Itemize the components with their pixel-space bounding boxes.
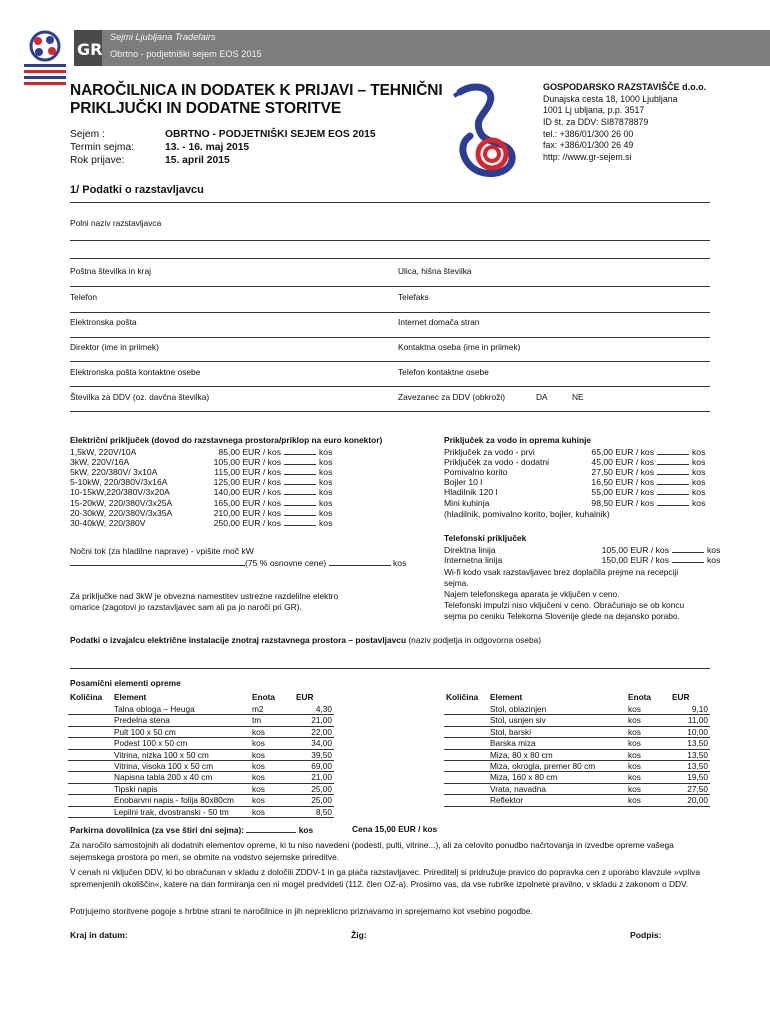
equipment-element: Miza, 80 x 80 cm — [488, 749, 626, 760]
equipment-unit: kos — [250, 749, 294, 760]
water-heading: Priključek za vodo in oprema kuhinje — [444, 435, 592, 445]
field-label-internet: Internet domača stran — [398, 317, 480, 327]
divider — [70, 202, 710, 203]
price-item-price: 27,50 EUR / kos — [591, 467, 654, 478]
email-line[interactable] — [70, 337, 710, 338]
col-qty: Količina — [70, 692, 103, 703]
field-label-telefon: Telefon — [70, 292, 98, 302]
equipment-element: Reflektor — [488, 795, 626, 806]
direktor-line[interactable] — [70, 361, 710, 362]
parking-label: Parkirna dovolilnica (za vse štiri dni sejma): — [70, 825, 245, 835]
col-unit: Enota — [628, 692, 652, 703]
equipment-row — [68, 772, 334, 783]
signature-label: Podpis: — [630, 930, 662, 940]
electric-note: Za priključke nad 3kW je obvezna namestitev ustrezne razdelilne elektro omarice (zagotovi jo razstavljavec sam ali pa jo naroči pri GR). — [70, 591, 339, 612]
phone-note: Wi-fi kodo vsak razstavljavec brez doplačila prejme na recepciji sejma. — [444, 567, 679, 588]
equipment-row — [444, 715, 710, 726]
night-unit: kos — [393, 558, 407, 568]
col-eur: EUR — [672, 692, 690, 703]
equipment-element: Stol, oblazinjen — [488, 704, 626, 715]
equipment-unit: tm — [250, 715, 294, 726]
equipment-element: Talna obloga – Heuga — [112, 704, 250, 715]
price-item-name: 5kW, 220/380V/ 3x10A — [70, 467, 158, 478]
equipment-row — [68, 783, 334, 794]
stamp-label: Žig: — [351, 930, 367, 940]
qty-input[interactable] — [657, 466, 689, 475]
equipment-unit: kos — [626, 715, 670, 726]
price-item-unit: kos — [319, 457, 333, 468]
equipment-row — [68, 795, 334, 806]
price-item-name: 10-15kW,220/380V/3x20A — [70, 487, 170, 498]
price-row — [444, 497, 705, 508]
water-note: (hladilnik, pomivalno korito, bojler, kuhalnik) — [444, 509, 610, 519]
equipment-qty-input[interactable] — [68, 704, 112, 715]
price-item-unit: kos — [319, 517, 333, 528]
equipment-qty-input[interactable] — [68, 761, 112, 772]
tradefairs-label: Sejmi Ljubljana Tradefairs — [110, 32, 216, 42]
equipment-qty-input[interactable] — [68, 783, 112, 794]
equipment-unit: kos — [626, 795, 670, 806]
equipment-price: 10,00 — [670, 726, 710, 737]
company-line: tel.: +386/01/300 26 00 — [543, 128, 634, 139]
price-item-price: 85,00 EUR / kos — [218, 447, 281, 457]
equipment-price: 69,00 — [294, 761, 334, 772]
equipment-price: 4,30 — [294, 704, 334, 715]
col-element: Element — [114, 692, 147, 703]
equipment-qty-input[interactable] — [444, 772, 488, 783]
price-item-price: 98,50 EUR / kos — [591, 497, 654, 508]
equipment-row — [444, 704, 710, 715]
equipment-qty-input[interactable] — [68, 806, 112, 817]
company-name: GOSPODARSKO RAZSTAVIŠČE d.o.o. — [543, 82, 707, 92]
equipment-row — [68, 726, 334, 737]
header-bar — [102, 30, 770, 66]
price-item-price: 45,00 EUR / kos — [591, 457, 654, 468]
installer-line[interactable] — [70, 668, 710, 669]
col-element: Element — [490, 692, 523, 703]
price-item-unit: kos — [692, 477, 706, 488]
field-label-email-kontakt: Elektronska pošta kontaktne osebe — [70, 367, 201, 377]
equipment-price: 20,00 — [670, 795, 710, 806]
equipment-row — [444, 726, 710, 737]
equipment-price: 22,00 — [294, 726, 334, 737]
equipment-row — [68, 806, 334, 817]
field-label-ddv: Številka za DDV (oz. davčna številka) — [70, 392, 210, 402]
field-label-email: Elektronska pošta — [70, 317, 137, 327]
price-item-price: 105,00 EUR / kos — [213, 457, 281, 468]
equipment-price: 25,00 — [294, 783, 334, 794]
equipment-element: Lepilni trak, dvostranski - 50 tm — [112, 806, 250, 817]
qty-input[interactable] — [284, 466, 316, 475]
equipment-price: 34,00 — [294, 738, 334, 749]
equipment-row — [444, 772, 710, 783]
equipment-price: 13,50 — [670, 738, 710, 749]
naziv-line-2[interactable] — [70, 258, 710, 259]
equipment-price: 9,10 — [670, 704, 710, 715]
field-label-direktor: Direktor (ime in priimek) — [70, 342, 159, 352]
equipment-qty-input[interactable] — [68, 738, 112, 749]
price-item-unit: kos — [319, 507, 333, 518]
price-item-unit: kos — [319, 447, 333, 457]
equipment-element: Tipski napis — [112, 783, 250, 794]
equipment-element: Miza, 160 x 80 cm — [488, 772, 626, 783]
parking-row — [70, 824, 313, 835]
equipment-price: 13,50 — [670, 761, 710, 772]
equipment-element: Enobarvni napis - folija 80x80cm — [112, 795, 250, 806]
equipment-unit: kos — [626, 749, 670, 760]
equipment-qty-input[interactable] — [68, 726, 112, 737]
equipment-row — [68, 704, 334, 715]
parking-unit: kos — [298, 825, 314, 835]
equipment-price: 39,50 — [294, 749, 334, 760]
equipment-unit: kos — [626, 783, 670, 794]
option-ne[interactable]: NE — [572, 392, 584, 402]
price-item-price: 105,00 EUR / kos — [601, 545, 669, 555]
telefon-line[interactable] — [70, 312, 710, 313]
posta-line[interactable] — [70, 286, 710, 287]
price-row — [444, 554, 720, 565]
qty-input[interactable] — [657, 446, 689, 455]
ops-logo — [22, 28, 68, 88]
equipment-element: Stol, barski — [488, 726, 626, 737]
price-item-unit: kos — [319, 497, 333, 508]
equipment-element: Vrata, navadna — [488, 783, 626, 794]
equipment-price: 21,00 — [294, 772, 334, 783]
equipment-price: 8,50 — [294, 806, 334, 817]
equipment-unit: kos — [250, 726, 294, 737]
price-item-name: 15-20kW, 220/380V/3x25A — [70, 497, 173, 508]
equipment-element: Barska miza — [488, 738, 626, 749]
equipment-unit: kos — [626, 726, 670, 737]
installer-bold: Podatki o izvajalcu električne instalacije znotraj razstavnega prostora – postavljavcu — [70, 635, 407, 645]
qty-input[interactable] — [284, 517, 316, 526]
qty-input[interactable] — [657, 486, 689, 495]
equipment-element: Miza, okrogla, premer 80 cm — [488, 761, 626, 772]
qty-input[interactable] — [657, 476, 689, 485]
equipment-row — [444, 749, 710, 760]
header-subtitle: Obrtno - podjetniški sejem EOS 2015 — [110, 49, 262, 59]
company-info — [543, 82, 706, 164]
parking-qty-input[interactable] — [246, 824, 296, 833]
price-item-price: 150,00 EUR / kos — [601, 555, 669, 566]
paragraph: Za naročilo samostojnih ali dodatnih elementov opreme, ki tu niso navedeni (podesti, pulti, vitrine...), ali za celovito ponudbo načrtovanja in izvedbe opreme vašega sejemskega prostora po meri, se obrnite na vodstvo sejemske prireditve. — [70, 840, 674, 862]
price-item-price: 65,00 EUR / kos — [591, 447, 654, 457]
equipment-element: Podest 100 x 50 cm — [112, 738, 250, 749]
field-label-kontakt: Kontaktna oseba (ime in priimek) — [398, 342, 521, 352]
field-label-tel-kontakt: Telefon kontaktne osebe — [398, 367, 489, 377]
price-item-unit: kos — [707, 545, 721, 555]
company-line: fax: +386/01/300 26 49 — [543, 140, 634, 151]
price-item-unit: kos — [692, 497, 706, 508]
price-row — [70, 517, 332, 528]
price-item-unit: kos — [707, 555, 721, 566]
form-title: NAROČILNICA IN DODATEK K PRIJAVI – TEHNIČNI PRIKLJUČKI IN DODATNE STORITVE — [70, 82, 443, 118]
price-item-name: 30-40kW, 220/380V — [70, 517, 146, 528]
price-item-price: 55,00 EUR / kos — [591, 487, 654, 498]
price-item-name: 5-10kW, 220/380V/3x16A — [70, 477, 168, 488]
equipment-unit: kos — [250, 772, 294, 783]
field-label-zavezanec: Zavezanec za DDV (obkroži) — [398, 392, 506, 402]
price-item-price: 210,00 EUR / kos — [213, 507, 281, 518]
price-item-unit: kos — [319, 477, 333, 488]
qty-input[interactable] — [284, 446, 316, 455]
equipment-element: Vitrina, nizka 100 x 50 cm — [112, 749, 250, 760]
price-item-name: Bojler 10 l — [444, 477, 483, 488]
equipment-qty-input[interactable] — [444, 726, 488, 737]
night-kw-input[interactable] — [70, 557, 245, 566]
equipment-row — [444, 795, 710, 806]
price-item-unit: kos — [319, 487, 333, 498]
equipment-price: 13,50 — [670, 749, 710, 760]
equipment-qty-input[interactable] — [444, 783, 488, 794]
price-item-name: Mini kuhinja — [444, 497, 490, 508]
price-item-unit: kos — [319, 467, 333, 478]
equipment-row — [68, 738, 334, 749]
phone-heading: Telefonski priključek — [444, 533, 527, 543]
section-heading: 1/ Podatki o razstavljavcu — [70, 184, 204, 196]
price-item-name: Priključek za vodo - prvi — [444, 447, 535, 457]
equipment-price: 27,50 — [670, 783, 710, 794]
parking-price: Cena 15,00 EUR / kos — [352, 824, 438, 834]
price-item-name: 1,5kW, 220V/10A — [70, 447, 137, 457]
equipment-qty-input[interactable] — [444, 795, 488, 806]
seahorse-logo — [440, 80, 530, 180]
naziv-line[interactable] — [70, 240, 710, 241]
equipment-unit: kos — [250, 761, 294, 772]
equipment-qty-input[interactable] — [444, 704, 488, 715]
qty-input[interactable] — [657, 497, 689, 506]
equipment-qty-input[interactable] — [444, 738, 488, 749]
equipment-row — [444, 738, 710, 749]
equipment-element: Predelna stena — [112, 715, 250, 726]
equipment-heading: Posamični elementi opreme — [70, 678, 181, 688]
qty-input[interactable] — [284, 456, 316, 465]
equipment-row — [68, 715, 334, 726]
qty-input[interactable] — [284, 486, 316, 495]
price-item-unit: kos — [692, 447, 706, 457]
term-value: 13. - 16. maj 2015 — [165, 142, 250, 153]
phone-note: Telefonski impulzi niso vključeni v ceno. Obračunajo se ob koncu sejma po ceniku Telekoma Slovenije glede na dejansko porabo. — [444, 599, 685, 621]
equipment-element: Vitrina, visoka 100 x 50 cm — [112, 761, 250, 772]
price-item-name: Direktna linija — [444, 545, 496, 555]
equipment-unit: m2 — [250, 704, 294, 715]
deadline-label: Rok prijave: — [70, 155, 125, 166]
price-item-price: 140,00 EUR / kos — [213, 487, 281, 498]
qty-input[interactable] — [284, 476, 316, 485]
price-item-name: 20-30kW, 220/380V/3x35A — [70, 507, 173, 518]
qty-input[interactable] — [284, 497, 316, 506]
price-item-name: Pomivalno korito — [444, 467, 508, 478]
fair-label: Sejem : — [70, 129, 105, 140]
company-line: Dunajska cesta 18, 1000 Ljubljana — [543, 93, 678, 104]
equipment-unit: kos — [626, 704, 670, 715]
qty-input[interactable] — [672, 554, 704, 563]
equipment-element: Stol, usnjen siv — [488, 715, 626, 726]
qty-input[interactable] — [672, 544, 704, 553]
svg-text:GR: GR — [77, 40, 102, 59]
qty-input[interactable] — [284, 507, 316, 516]
field-label-naziv: Polni naziv razstavljavca — [70, 218, 162, 228]
deadline-value: 15. april 2015 — [165, 155, 230, 166]
price-item-price: 125,00 EUR / kos — [213, 477, 281, 488]
equipment-unit: kos — [626, 761, 670, 772]
col-unit: Enota — [252, 692, 276, 703]
equipment-unit: kos — [250, 738, 294, 749]
equipment-price: 25,00 — [294, 795, 334, 806]
price-item-name: Hladilnik 120 l — [444, 487, 498, 498]
night-pct: (75 % osnovne cene) — [245, 558, 327, 568]
equipment-row — [68, 761, 334, 772]
equipment-element: Napisna tabla 200 x 40 cm — [112, 772, 250, 783]
field-label-telefaks: Telefaks — [398, 292, 429, 302]
equipment-element: Pult 100 x 50 cm — [112, 726, 250, 737]
equipment-qty-input[interactable] — [68, 772, 112, 783]
electric-heading: Električni priključek (dovod do razstavnega prostora/priklop na euro konektor) — [70, 435, 383, 445]
company-line: 1001 Lj ubljana, p.p. 3517 — [543, 105, 645, 116]
company-line: http: //www.gr-sejem.si — [543, 151, 632, 162]
installer-normal: (naziv podjetja in odgovorna oseba) — [406, 635, 542, 645]
equipment-unit: kos — [626, 772, 670, 783]
price-item-name: 3kW, 220V/16A — [70, 457, 130, 468]
equipment-table-left — [68, 692, 334, 818]
term-label: Termin sejma: — [70, 142, 135, 153]
paragraph: V cenah ni vključen DDV, ki bo obračunan v skladu z določili ZDDV-1 in ga plača razstavljavec. Prireditelj si pridružuje pravico do popravka cen z uporabo klavzule »vpliva spremenjenih okoliščin«, katere na dan formiranja cen ni mogel predvideti (112. člen OZ-a). Prosimo vas, da vse rubrike izpolnete pravilno, v skladu z zakonom o DDV. — [70, 867, 700, 889]
col-eur: EUR — [296, 692, 314, 703]
equipment-qty-input[interactable] — [68, 795, 112, 806]
qty-input[interactable] — [657, 456, 689, 465]
gr-logo — [74, 30, 102, 66]
field-label-ulica: Ulica, hišna številka — [398, 266, 472, 276]
equipment-header-row — [444, 692, 710, 704]
equipment-qty-input[interactable] — [444, 715, 488, 726]
paragraph: Potrjujemo storitvene pogoje s hrbtne strani te naročilnice in jih nepreklicno priznavamo in sprejemamo kot vsebino pogodbe. — [70, 906, 533, 916]
phone-note: Najem telefonskega aparata je vključen v ceno. — [444, 588, 620, 599]
equipment-qty-input[interactable] — [68, 715, 112, 726]
field-label-posta: Poštna številka in kraj — [70, 266, 151, 276]
price-item-unit: kos — [692, 487, 706, 498]
equipment-qty-input[interactable] — [444, 761, 488, 772]
equipment-unit: kos — [626, 738, 670, 749]
equipment-row — [444, 761, 710, 772]
company-line: ID št. za DDV: SI87878879 — [543, 117, 649, 128]
email-kontakt-line[interactable] — [70, 386, 710, 387]
equipment-table-right — [444, 692, 710, 807]
price-item-unit: kos — [692, 467, 706, 478]
equipment-header-row — [68, 692, 334, 704]
price-item-price: 16,50 EUR / kos — [591, 477, 654, 488]
fair-value: OBRTNO - PODJETNIŠKI SEJEM EOS 2015 — [165, 129, 376, 140]
night-row — [70, 557, 406, 568]
equipment-price: 19,50 — [670, 772, 710, 783]
equipment-unit: kos — [250, 795, 294, 806]
price-item-name: Internetna linija — [444, 555, 503, 566]
equipment-row — [444, 783, 710, 794]
equipment-unit: kos — [250, 783, 294, 794]
col-qty: Količina — [446, 692, 479, 703]
equipment-row — [68, 749, 334, 760]
price-item-name: Priključek za vodo - dodatni — [444, 457, 550, 468]
equipment-price: 21,00 — [294, 715, 334, 726]
price-item-unit: kos — [692, 457, 706, 468]
equipment-qty-input[interactable] — [444, 749, 488, 760]
phone-notes — [444, 567, 704, 622]
price-item-price: 250,00 EUR / kos — [213, 517, 281, 528]
equipment-unit: kos — [250, 806, 294, 817]
price-item-price: 165,00 EUR / kos — [213, 497, 281, 508]
place-date-label: Kraj in datum: — [70, 930, 128, 940]
night-qty-input[interactable] — [329, 557, 391, 566]
equipment-qty-input[interactable] — [68, 749, 112, 760]
night-label: Nočni tok (za hladilne naprave) - vpišite moč kW — [70, 546, 254, 556]
ddv-line[interactable] — [70, 411, 710, 412]
option-da[interactable]: DA — [536, 392, 548, 402]
installer-row — [70, 635, 541, 645]
equipment-price: 11,00 — [670, 715, 710, 726]
price-item-price: 115,00 EUR / kos — [214, 467, 281, 478]
